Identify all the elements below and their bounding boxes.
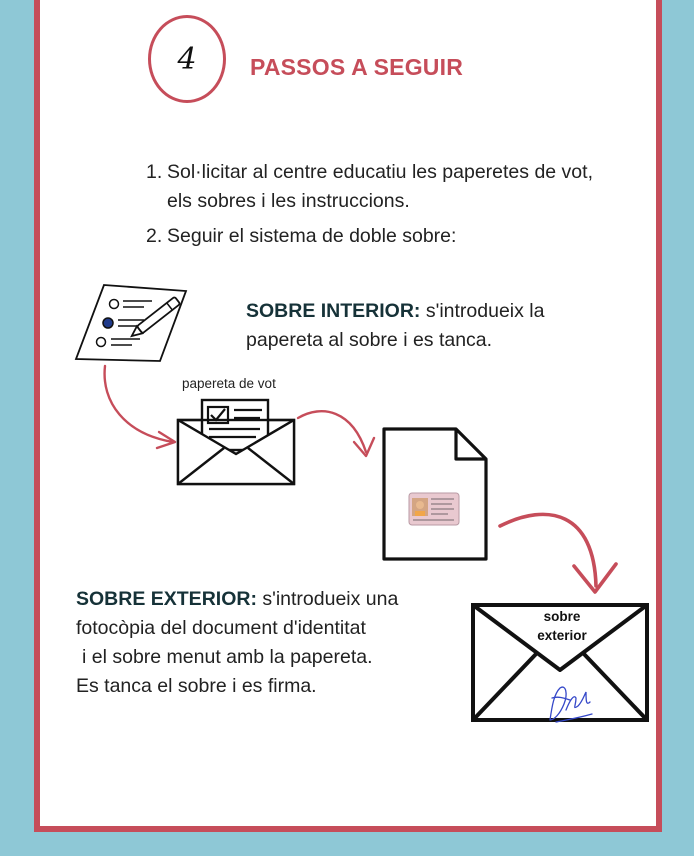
- inner-envelope-label: SOBRE INTERIOR:: [246, 300, 421, 322]
- step-number: 4: [177, 41, 197, 77]
- list-item-text: Seguir el sistema de doble sobre:: [167, 225, 457, 247]
- outer-envelope-description: [76, 585, 436, 701]
- inner-envelope-text: s'introdueix la papereta al sobre i es tanca.: [246, 300, 545, 351]
- step-number-badge: [148, 15, 226, 103]
- inner-envelope-description: [246, 297, 576, 355]
- list-item: [146, 158, 606, 216]
- section-title: PASSOS A SEGUIR: [250, 54, 464, 80]
- outer-line-1: [76, 585, 436, 614]
- arrow-icon: [498, 508, 623, 598]
- arrow-icon: [296, 404, 376, 464]
- envelope-label: [512, 607, 612, 645]
- arrow-icon: [95, 362, 185, 452]
- envelope-with-ballot-icon: [176, 398, 296, 488]
- ballot-form-icon: [74, 283, 189, 363]
- list-item: [146, 222, 606, 251]
- outer-text-line: s'introdueix una: [262, 588, 399, 610]
- outer-line-2: fotocòpia del document d'identitat: [76, 617, 366, 639]
- id-photocopy-document-icon: [380, 427, 490, 563]
- steps-list: [146, 158, 606, 251]
- envelope-label-line: exterior: [537, 628, 587, 643]
- ballot-label: papereta de vot: [182, 376, 276, 391]
- list-item-number: 1.: [146, 161, 163, 183]
- outer-envelope-label: SOBRE EXTERIOR:: [76, 588, 257, 610]
- outer-line-3: i el sobre menut amb la papereta.: [82, 646, 373, 668]
- envelope-label-line: sobre: [543, 609, 581, 624]
- list-item-number: 2.: [146, 225, 163, 247]
- outer-line-4: Es tanca el sobre i es firma.: [76, 675, 317, 697]
- list-item-text: Sol·licitar al centre educatiu les paperetes de vot, els sobres i les instruccions.: [167, 161, 593, 212]
